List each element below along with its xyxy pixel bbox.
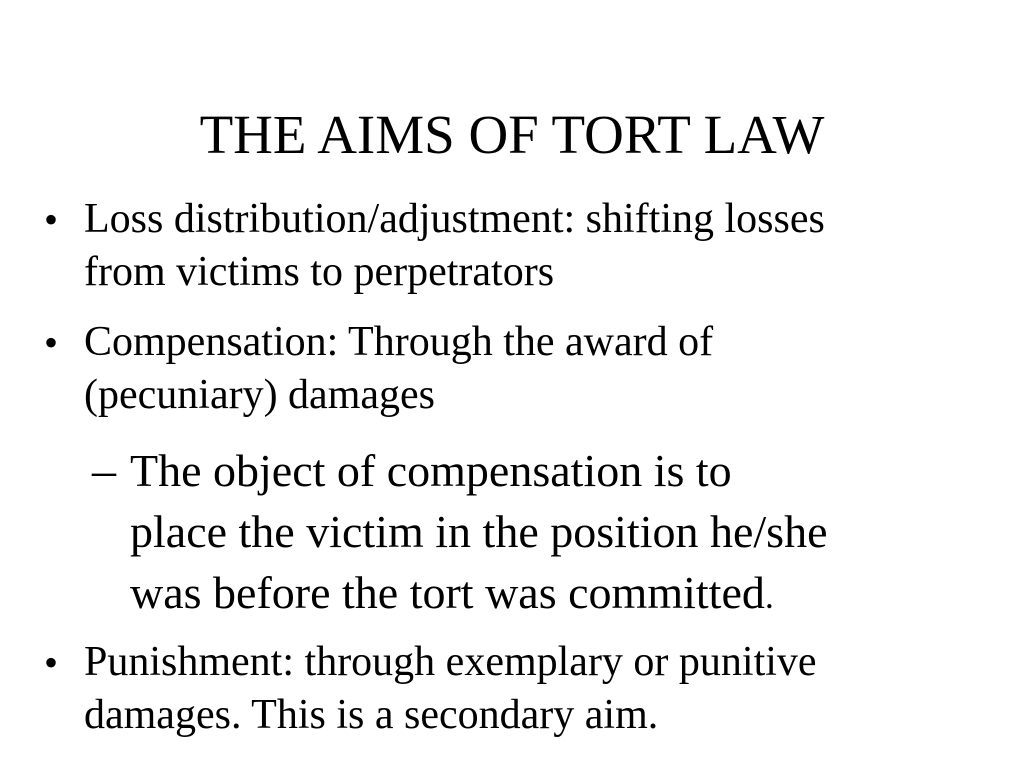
bullet-marker: • (44, 640, 59, 685)
sub-bullet-marker: – (92, 444, 116, 497)
bullet-text: Loss distribution/adjustment: shifting losses from victims to perpetrators (84, 196, 825, 295)
bullet-text: Punishment: through exemplary or punitive damages. This is a secondary aim. (84, 639, 817, 738)
sub-bullet-body: The object of compensation is to place the victim in the position he/she was before the tort was committed (130, 445, 828, 618)
bullet-marker: • (44, 197, 59, 242)
slide-title: THE AIMS OF TORT LAW (199, 104, 825, 165)
sub-bullet-period: . (764, 576, 774, 616)
sub-bullet-text (130, 440, 1010, 627)
bullet-marker: • (44, 320, 59, 365)
bullet-text: Compensation: Through the award of (pecuniary) damages (84, 319, 714, 418)
